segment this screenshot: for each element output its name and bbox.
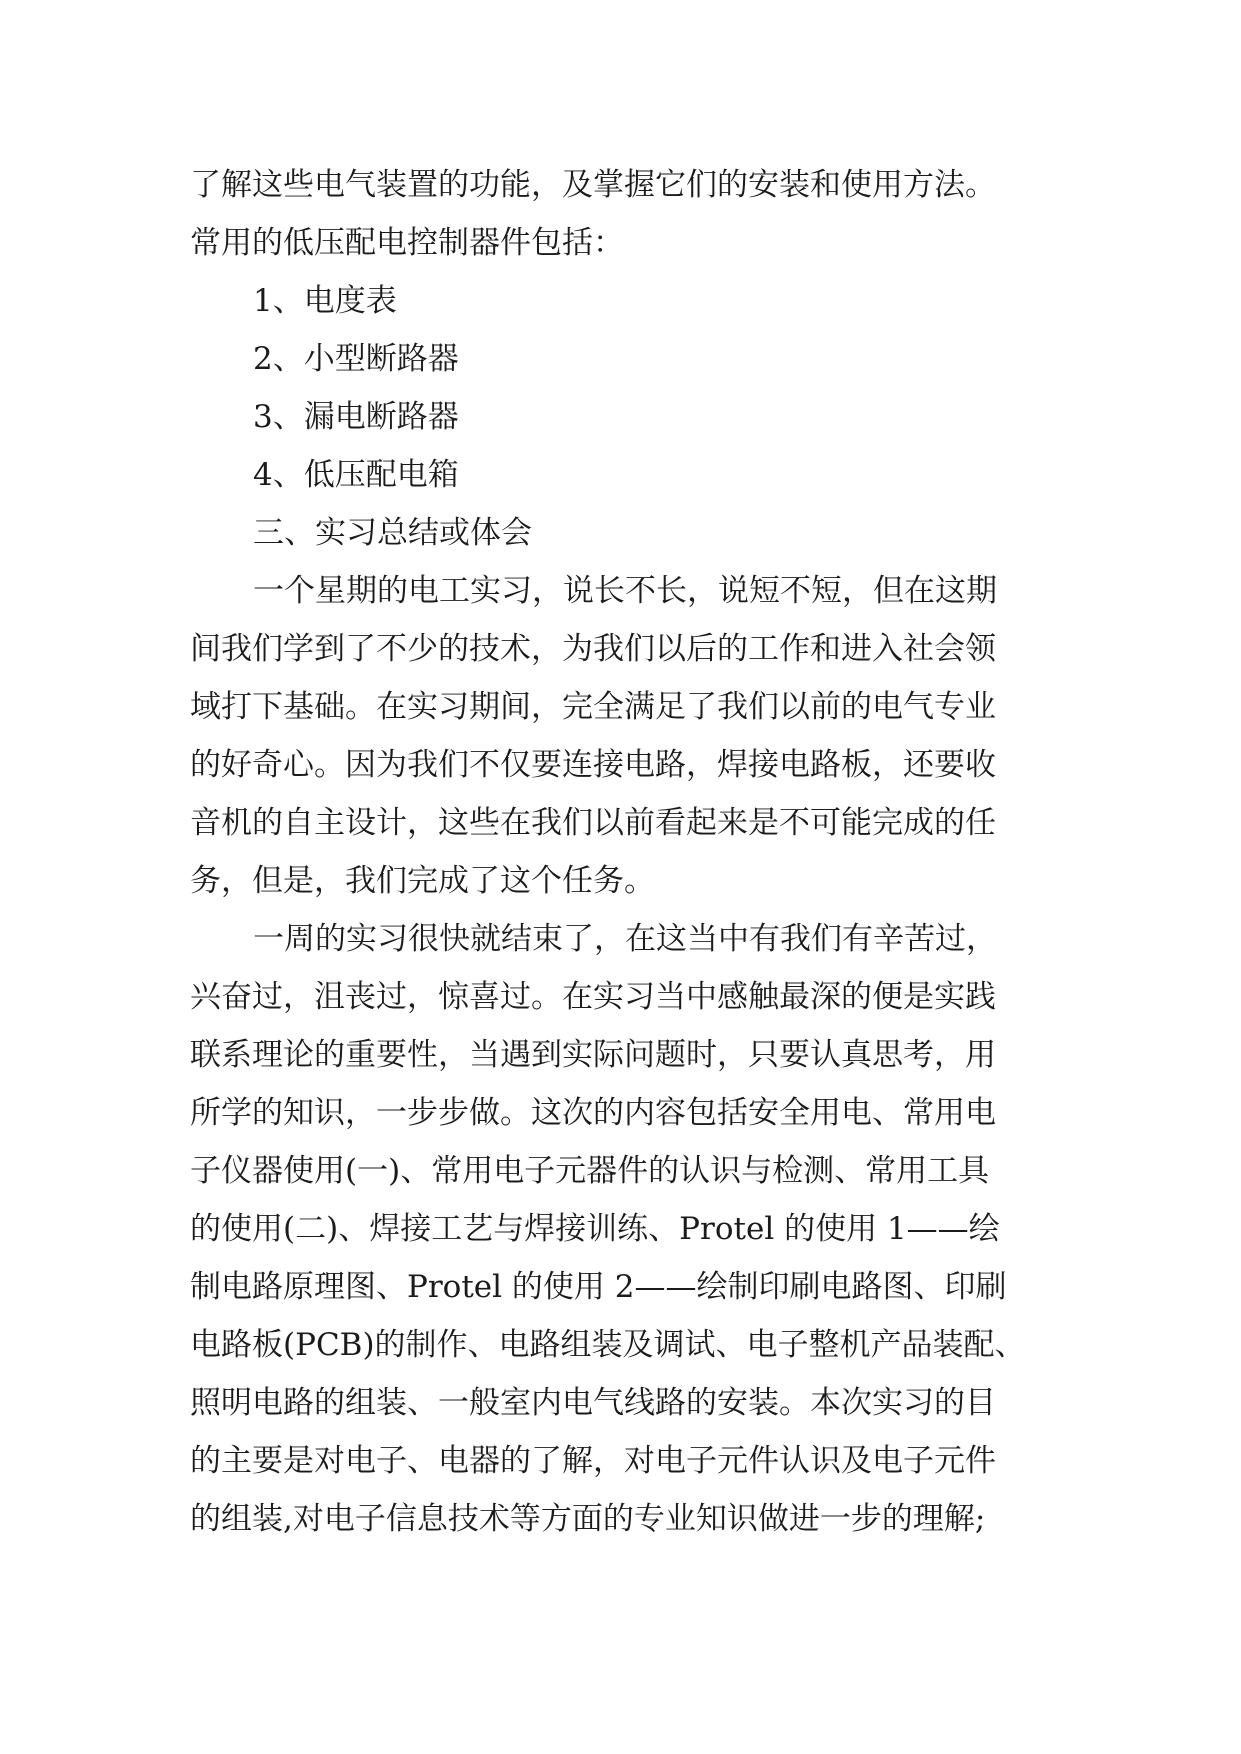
paragraph-line: 务，但是，我们完成了这个任务。: [190, 863, 655, 899]
paragraph-line: 一个星期的电工实习，说长不长，说短不短，但在这期: [253, 573, 997, 609]
paragraph-line: 制电路原理图、Protel 的使用 2——绘制印刷电路图、印刷: [190, 1269, 1007, 1305]
list-item: 1、电度表: [253, 283, 397, 319]
section-heading: 三、实习总结或体会: [253, 515, 532, 551]
list-item: 3、漏电断路器: [253, 399, 459, 435]
paragraph-line: 的使用(二)、焊接工艺与焊接训练、Protel 的使用 1——绘: [190, 1211, 1000, 1247]
paragraph-line: 的组装,对电子信息技术等方面的专业知识做进一步的理解;: [190, 1501, 986, 1537]
list-item: 4、低压配电箱: [253, 457, 459, 493]
paragraph-line: 音机的自主设计，这些在我们以前看起来是不可能完成的任: [190, 805, 996, 841]
paragraph-line: 的好奇心。因为我们不仅要连接电路，焊接电路板，还要收: [190, 747, 996, 783]
paragraph-line: 常用的低压配电控制器件包括：: [190, 225, 624, 261]
paragraph-line: 所学的知识，一步步做。这次的内容包括安全用电、常用电: [190, 1095, 996, 1131]
list-item: 2、小型断路器: [253, 341, 459, 377]
paragraph-line: 间我们学到了不少的技术，为我们以后的工作和进入社会领: [190, 631, 996, 667]
paragraph-line: 的主要是对电子、电器的了解，对电子元件认识及电子元件: [190, 1443, 996, 1479]
paragraph-line: 电路板(PCB)的制作、电路组装及调试、电子整机产品装配、: [190, 1327, 1026, 1363]
paragraph-line: 了解这些电气装置的功能，及掌握它们的安装和使用方法。: [190, 167, 996, 203]
paragraph-line: 联系理论的重要性，当遇到实际问题时，只要认真思考，用: [190, 1037, 996, 1073]
paragraph-line: 一周的实习很快就结束了，在这当中有我们有辛苦过，: [253, 921, 997, 957]
paragraph-line: 域打下基础。在实习期间，完全满足了我们以前的电气专业: [190, 689, 996, 725]
paragraph-line: 照明电路的组装、一般室内电气线路的安装。本次实习的目: [190, 1385, 996, 1421]
paragraph-line: 子仪器使用(一)、常用电子元器件的认识与检测、常用工具: [190, 1153, 990, 1189]
paragraph-line: 兴奋过，沮丧过，惊喜过。在实习当中感触最深的便是实践: [190, 979, 996, 1015]
